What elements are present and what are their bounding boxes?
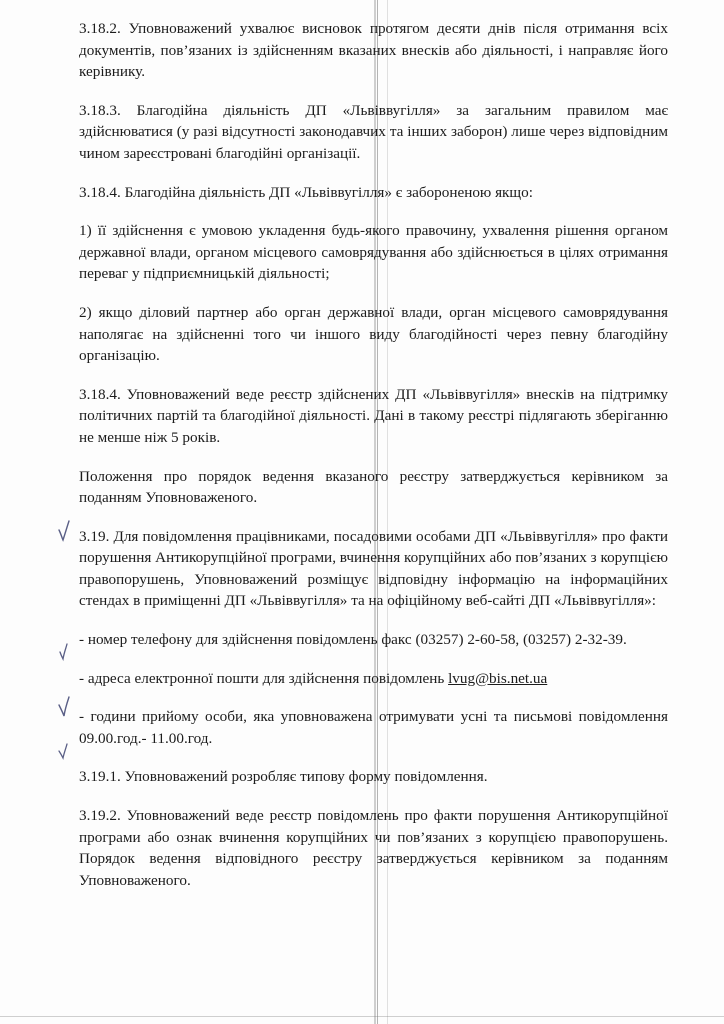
scan-bottom-edge bbox=[0, 1016, 724, 1017]
checkmark-icon bbox=[57, 520, 71, 542]
paragraph-3-18-4-registry: 3.18.4. Уповноважений веде реєстр здійснених ДП «Львіввугілля» внесків на підтримку політичних партій та благодійної діяльності. Дані в такому реєстрі підлягають зберіганню не менше ніж 5 років. bbox=[79, 385, 668, 446]
checkmark-icon bbox=[57, 641, 71, 663]
paragraph-3-19-2: 3.19.2. Уповноважений веде реєстр повідомлень про факти порушення Антикорупційної програми або ознак вчинення корупційних чи пов’язаних з корупцією правопорушень. Порядок ведення відповідного реєстру затверджується керівником за поданням Уповноваженого. bbox=[79, 807, 668, 889]
checkmark-icon bbox=[57, 739, 71, 761]
paragraph-3-19: 3.19. Для повідомлення працівниками, посадовими особами ДП «Львіввугілля» про факти порушення Антикорупційної програми, вчинення корупційних або пов’язаних з корупцією правопорушень, Уповноважений розміщує відповідну інформацію на інформаційних стендах в приміщенні ДП «Львіввугілля» та на офіційному веб-сайті ДП «Львіввугілля»: bbox=[79, 527, 668, 610]
checkmark-icon bbox=[57, 696, 71, 718]
bullet-email-label: - адреса електронної пошти для здійснення повідомлень bbox=[79, 669, 449, 687]
paragraph-3-18-3: 3.18.3. Благодійна діяльність ДП «Львіввугілля» за загальним правилом має здійснюватися (у разі відсутності законодавчих та інших заборон) лише через відповідним чином зареєстровані благодійні організації. bbox=[79, 101, 668, 162]
bullet-hours: - години прийому особи, яка уповноважена отримувати усні та письмові повідомлення 09.00.год.- 11.00.год. bbox=[79, 708, 668, 747]
bullet-phone: - номер телефону для здійснення повідомлень факс (03257) 2-60-58, (03257) 2-32-39. bbox=[79, 631, 627, 649]
paragraph-3-19-1: 3.19.1. Уповноважений розробляє типову форму повідомлення. bbox=[79, 768, 488, 786]
paragraph-3-18-4-heading: 3.18.4. Благодійна діяльність ДП «Львіввугілля» є забороненою якщо: bbox=[79, 183, 533, 201]
bullet-email bbox=[79, 668, 668, 690]
email-link[interactable]: lvug@bis.net.ua bbox=[448, 669, 548, 687]
list-item-2: 2) якщо діловий партнер або орган державної влади, орган місцевого самоврядування наполягає на здійсненні того чи іншого виду благодійності через певну благодійну організацію. bbox=[79, 303, 668, 365]
list-item-1: 1) її здійснення є умовою укладення будь-якого правочину, ухвалення рішення органом державної влади, органом місцевого самоврядування або здійснюється в цілях отримання переваг у підприємницькій діяльності; bbox=[79, 222, 668, 283]
document-body bbox=[79, 18, 668, 908]
paragraph-3-18-2: 3.18.2. Уповноважений ухвалює висновок протягом десяти днів після отримання всіх документів, пов’язаних із здійсненням вказаних внесків або діяльності, і направляє його керівнику. bbox=[79, 20, 668, 81]
paragraph-registry-regulation: Положення про порядок ведення вказаного реєстру затверджується керівником за поданням Уповноваженого. bbox=[79, 467, 668, 507]
